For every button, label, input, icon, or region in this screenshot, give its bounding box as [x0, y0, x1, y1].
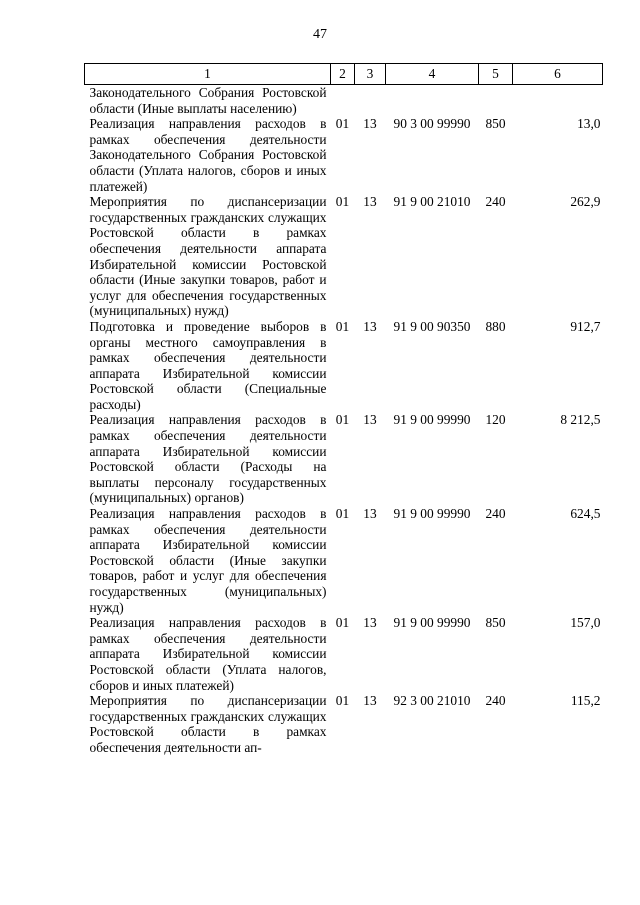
- row-target-article: 92 3 00 21010: [393, 693, 471, 709]
- table-row: [85, 412, 603, 506]
- row-expense-type: 880: [485, 318, 506, 334]
- row-amount: 13,0: [577, 116, 601, 132]
- row-subsection: 13: [363, 318, 377, 334]
- row-target-article: 91 9 00 99990: [393, 506, 471, 522]
- table-row: [85, 506, 603, 615]
- header-col-4: 4: [386, 64, 479, 85]
- row-subsection: [355, 85, 386, 117]
- row-section: 01: [335, 116, 350, 132]
- row-subsection: 13: [363, 412, 377, 428]
- row-expense-type: 850: [485, 116, 506, 132]
- page-number: 47: [313, 27, 327, 42]
- table-row: [85, 615, 603, 693]
- row-target-article: 91 9 00 99990: [393, 412, 471, 428]
- header-col-3: 3: [355, 64, 386, 85]
- row-amount: 8 212,5: [560, 412, 601, 428]
- budget-table: [84, 63, 603, 756]
- row-subsection: 13: [363, 194, 377, 210]
- row-section: 01: [335, 318, 350, 334]
- table-row: [85, 85, 603, 117]
- row-section: 01: [335, 412, 350, 428]
- row-description: Реализация направления расходов в рамках обеспечения деятельности аппарата Избирательной комиссии Ростовской области (Уплата налогов, сборов и иных платежей): [89, 615, 327, 693]
- table-row: [85, 319, 603, 413]
- row-amount: 912,7: [570, 318, 601, 334]
- row-expense-type: 240: [485, 693, 506, 709]
- row-amount: 624,5: [570, 506, 601, 522]
- row-description: Реализация направления расходов в рамках обеспечения деятельности Законодательного Собрания Ростовской области (Уплата налогов, сборов и иных платежей): [89, 116, 327, 194]
- row-expense-type: 120: [485, 412, 506, 428]
- row-subsection: 13: [363, 116, 377, 132]
- row-description: Реализация направления расходов в рамках обеспечения деятельности аппарата Избирательной комиссии Ростовской области (Иные закупки товаров, работ и услуг для обеспечения государственных (муниципальных) нужд): [89, 506, 327, 615]
- row-description: Законодательного Собрания Ростовской области (Иные выплаты населению): [89, 85, 327, 116]
- header-col-6: 6: [513, 64, 603, 85]
- row-subsection: 13: [363, 506, 377, 522]
- table-header-row: [85, 64, 603, 85]
- row-section: 01: [335, 615, 350, 631]
- row-description: Мероприятия по диспансеризации государственных гражданских служащих Ростовской области в рамках обеспечения деятельности аппарата Избирательной комиссии Ростовской области (Иные закупки товаров, работ и услуг для обеспечения государственных (муниципальных) нужд): [89, 194, 327, 319]
- table-row: [85, 116, 603, 194]
- row-subsection: 13: [363, 693, 377, 709]
- row-expense-type: 850: [485, 615, 506, 631]
- row-section: 01: [335, 194, 350, 210]
- row-description: Подготовка и проведение выборов в органы местного самоуправления в рамках обеспечения деятельности аппарата Избирательной комиссии Ростовской области (Специальные расходы): [89, 318, 327, 412]
- row-amount: [513, 85, 603, 117]
- table-row: [85, 194, 603, 319]
- row-description: Мероприятия по диспансеризации государственных гражданских служащих Ростовской области в рамках обеспечения деятельности ап-: [89, 693, 327, 755]
- row-section: [331, 85, 355, 117]
- row-subsection: 13: [363, 615, 377, 631]
- row-amount: 157,0: [570, 615, 601, 631]
- row-target-article: [386, 85, 479, 117]
- table-row: [85, 693, 603, 755]
- header-col-5: 5: [479, 64, 513, 85]
- row-section: 01: [335, 506, 350, 522]
- row-section: 01: [335, 693, 350, 709]
- row-target-article: 91 9 00 21010: [393, 194, 471, 210]
- row-target-article: 91 9 00 90350: [393, 318, 471, 334]
- row-expense-type: 240: [485, 506, 506, 522]
- row-description: Реализация направления расходов в рамках обеспечения деятельности аппарата Избирательной комиссии Ростовской области (Расходы на выплаты персоналу государственных (муниципальных) органов): [89, 412, 327, 506]
- header-col-2: 2: [331, 64, 355, 85]
- row-expense-type: 240: [485, 194, 506, 210]
- row-expense-type: [479, 85, 513, 117]
- row-amount: 262,9: [570, 194, 601, 210]
- row-amount: 115,2: [570, 693, 601, 709]
- header-col-1: 1: [85, 64, 331, 85]
- row-target-article: 90 3 00 99990: [393, 116, 471, 132]
- row-target-article: 91 9 00 99990: [393, 615, 471, 631]
